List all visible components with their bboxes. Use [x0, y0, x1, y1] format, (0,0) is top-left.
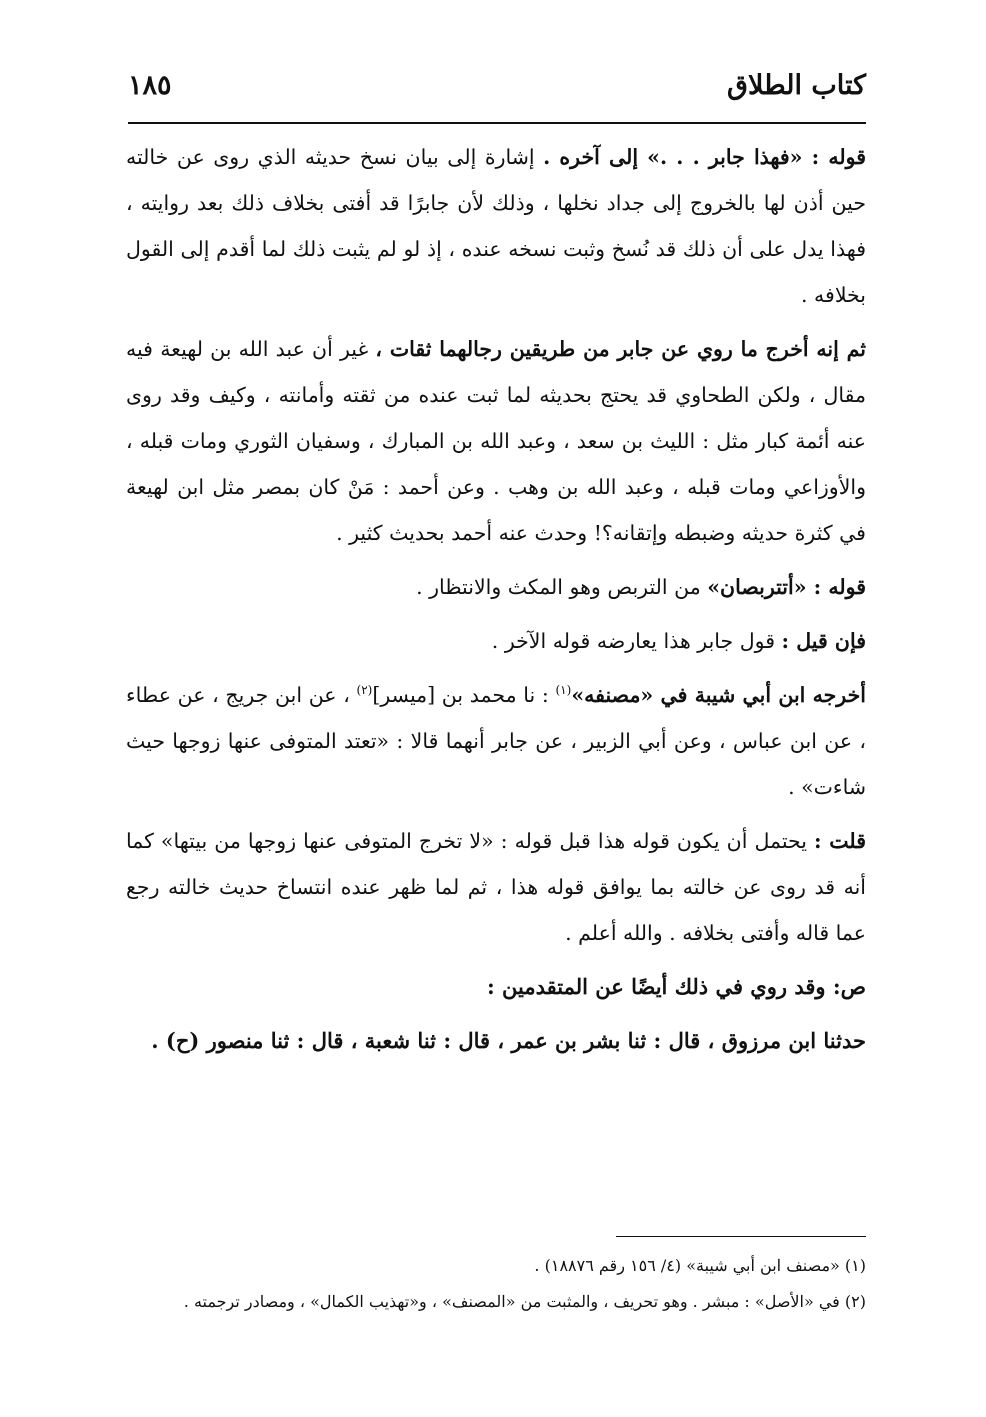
- footnote-1: (١) «مصنف ابن أبي شيبة» (٤/ ١٥٦ رقم ١٨٨٧٦) .: [534, 1256, 866, 1275]
- paragraph-lead: قوله : «أتتربصان»: [707, 575, 866, 599]
- paragraph-2: [126, 326, 866, 556]
- paragraph-lead: فإن قيل :: [781, 629, 866, 653]
- paragraph-mid: : نا محمد بن [ميسر]: [372, 683, 556, 707]
- paragraph-text: قول جابر هذا يعارضه قوله الآخر .: [491, 629, 782, 653]
- paragraph-text: يحتمل أن يكون قوله هذا قبل قوله : «لا تخرج المتوفى عنها زوجها من بيتها» كما أنه قد روى عن خالته بما يوافق قوله هذا ، ثم لما ظهر عنده انتساخ حديث خالته رجع عما قاله وأفتى بخلافه . والله أعلم .: [126, 829, 866, 945]
- running-title: كتاب الطلاق: [727, 70, 866, 101]
- paragraph-3: [126, 564, 866, 610]
- footnote-ref-2[interactable]: (٢): [356, 683, 373, 698]
- paragraph-5: [126, 672, 866, 810]
- paragraph-8: حدثنا ابن مرزوق ، قال : ثنا بشر بن عمر ، قال : ثنا شعبة ، قال : ثنا منصور (ح) .: [151, 1028, 866, 1053]
- header-rule: [128, 122, 866, 124]
- footnotes: [126, 1248, 866, 1320]
- footnote-rule: [616, 1236, 866, 1237]
- paragraph-6: [126, 818, 866, 956]
- paragraph-lead: قلت :: [814, 829, 866, 853]
- paragraph-7: ص: وقد روي في ذلك أيضًا عن المتقدمين :: [486, 974, 866, 999]
- paragraph-text: غير أن عبد الله بن لهيعة فيه مقال ، ولكن الطحاوي قد يحتج بحديثه لما ثبت عنده من ثقته وأمانته ، وكيف وقد روى عنه أئمة كبار مثل : الليث بن سعد ، وعبد الله بن المبارك ، وسفيان الثوري ومات قبله ، والأوزاعي ومات قبله ، وعبد الله بن وهب . وعن أحمد : مَنْ كان بمصر مثل ابن لهيعة في كثرة حديثه وضبطه وإتقانه؟! وحدث عنه أحمد بحديث كثير .: [126, 337, 866, 545]
- paragraph-text: إشارة إلى بيان نسخ حديثه الذي روى عن خالته حين أذن لها بالخروج إلى جداد نخلها ، وذلك لأن جابرًا قد أفتى بخلاف ذلك بعد روايته ، فهذا يدل على أن ذلك قد نُسخ وثبت نسخه عنده ، إذ لو لم يثبت ذلك لما أقدم إلى القول بخلافه .: [126, 145, 866, 307]
- paragraph-text: من التربص وهو المكث والانتظار .: [416, 575, 708, 599]
- paragraph-1: [126, 134, 866, 318]
- footnote-ref-1[interactable]: (١): [555, 683, 572, 698]
- main-text: [126, 134, 866, 1072]
- paragraph-lead: أخرجه ابن أبي شيبة في «مصنفه»: [571, 683, 866, 707]
- footnote-2: (٢) في «الأصل» : مبشر . وهو تحريف ، والمثبت من «المصنف» ، و«تهذيب الكمال» ، ومصادر ترجمته .: [183, 1292, 866, 1311]
- paragraph-lead: ثم إنه أخرج ما روي عن جابر من طريقين رجالهما ثقات ،: [375, 337, 866, 361]
- paragraph-4: [126, 618, 866, 664]
- paragraph-lead: قوله : «فهذا جابر . . .» إلى آخره .: [543, 145, 866, 169]
- page-header: [128, 66, 866, 114]
- page-number: ١٨٥: [128, 70, 172, 101]
- paragraph-text: ، عن ابن جريج ، عن عطاء ، عن ابن عباس ، وعن أبي الزبير ، عن جابر أنهما قالا : «تعتد المتوفى عنها زوجها حيث شاءت» .: [126, 683, 866, 799]
